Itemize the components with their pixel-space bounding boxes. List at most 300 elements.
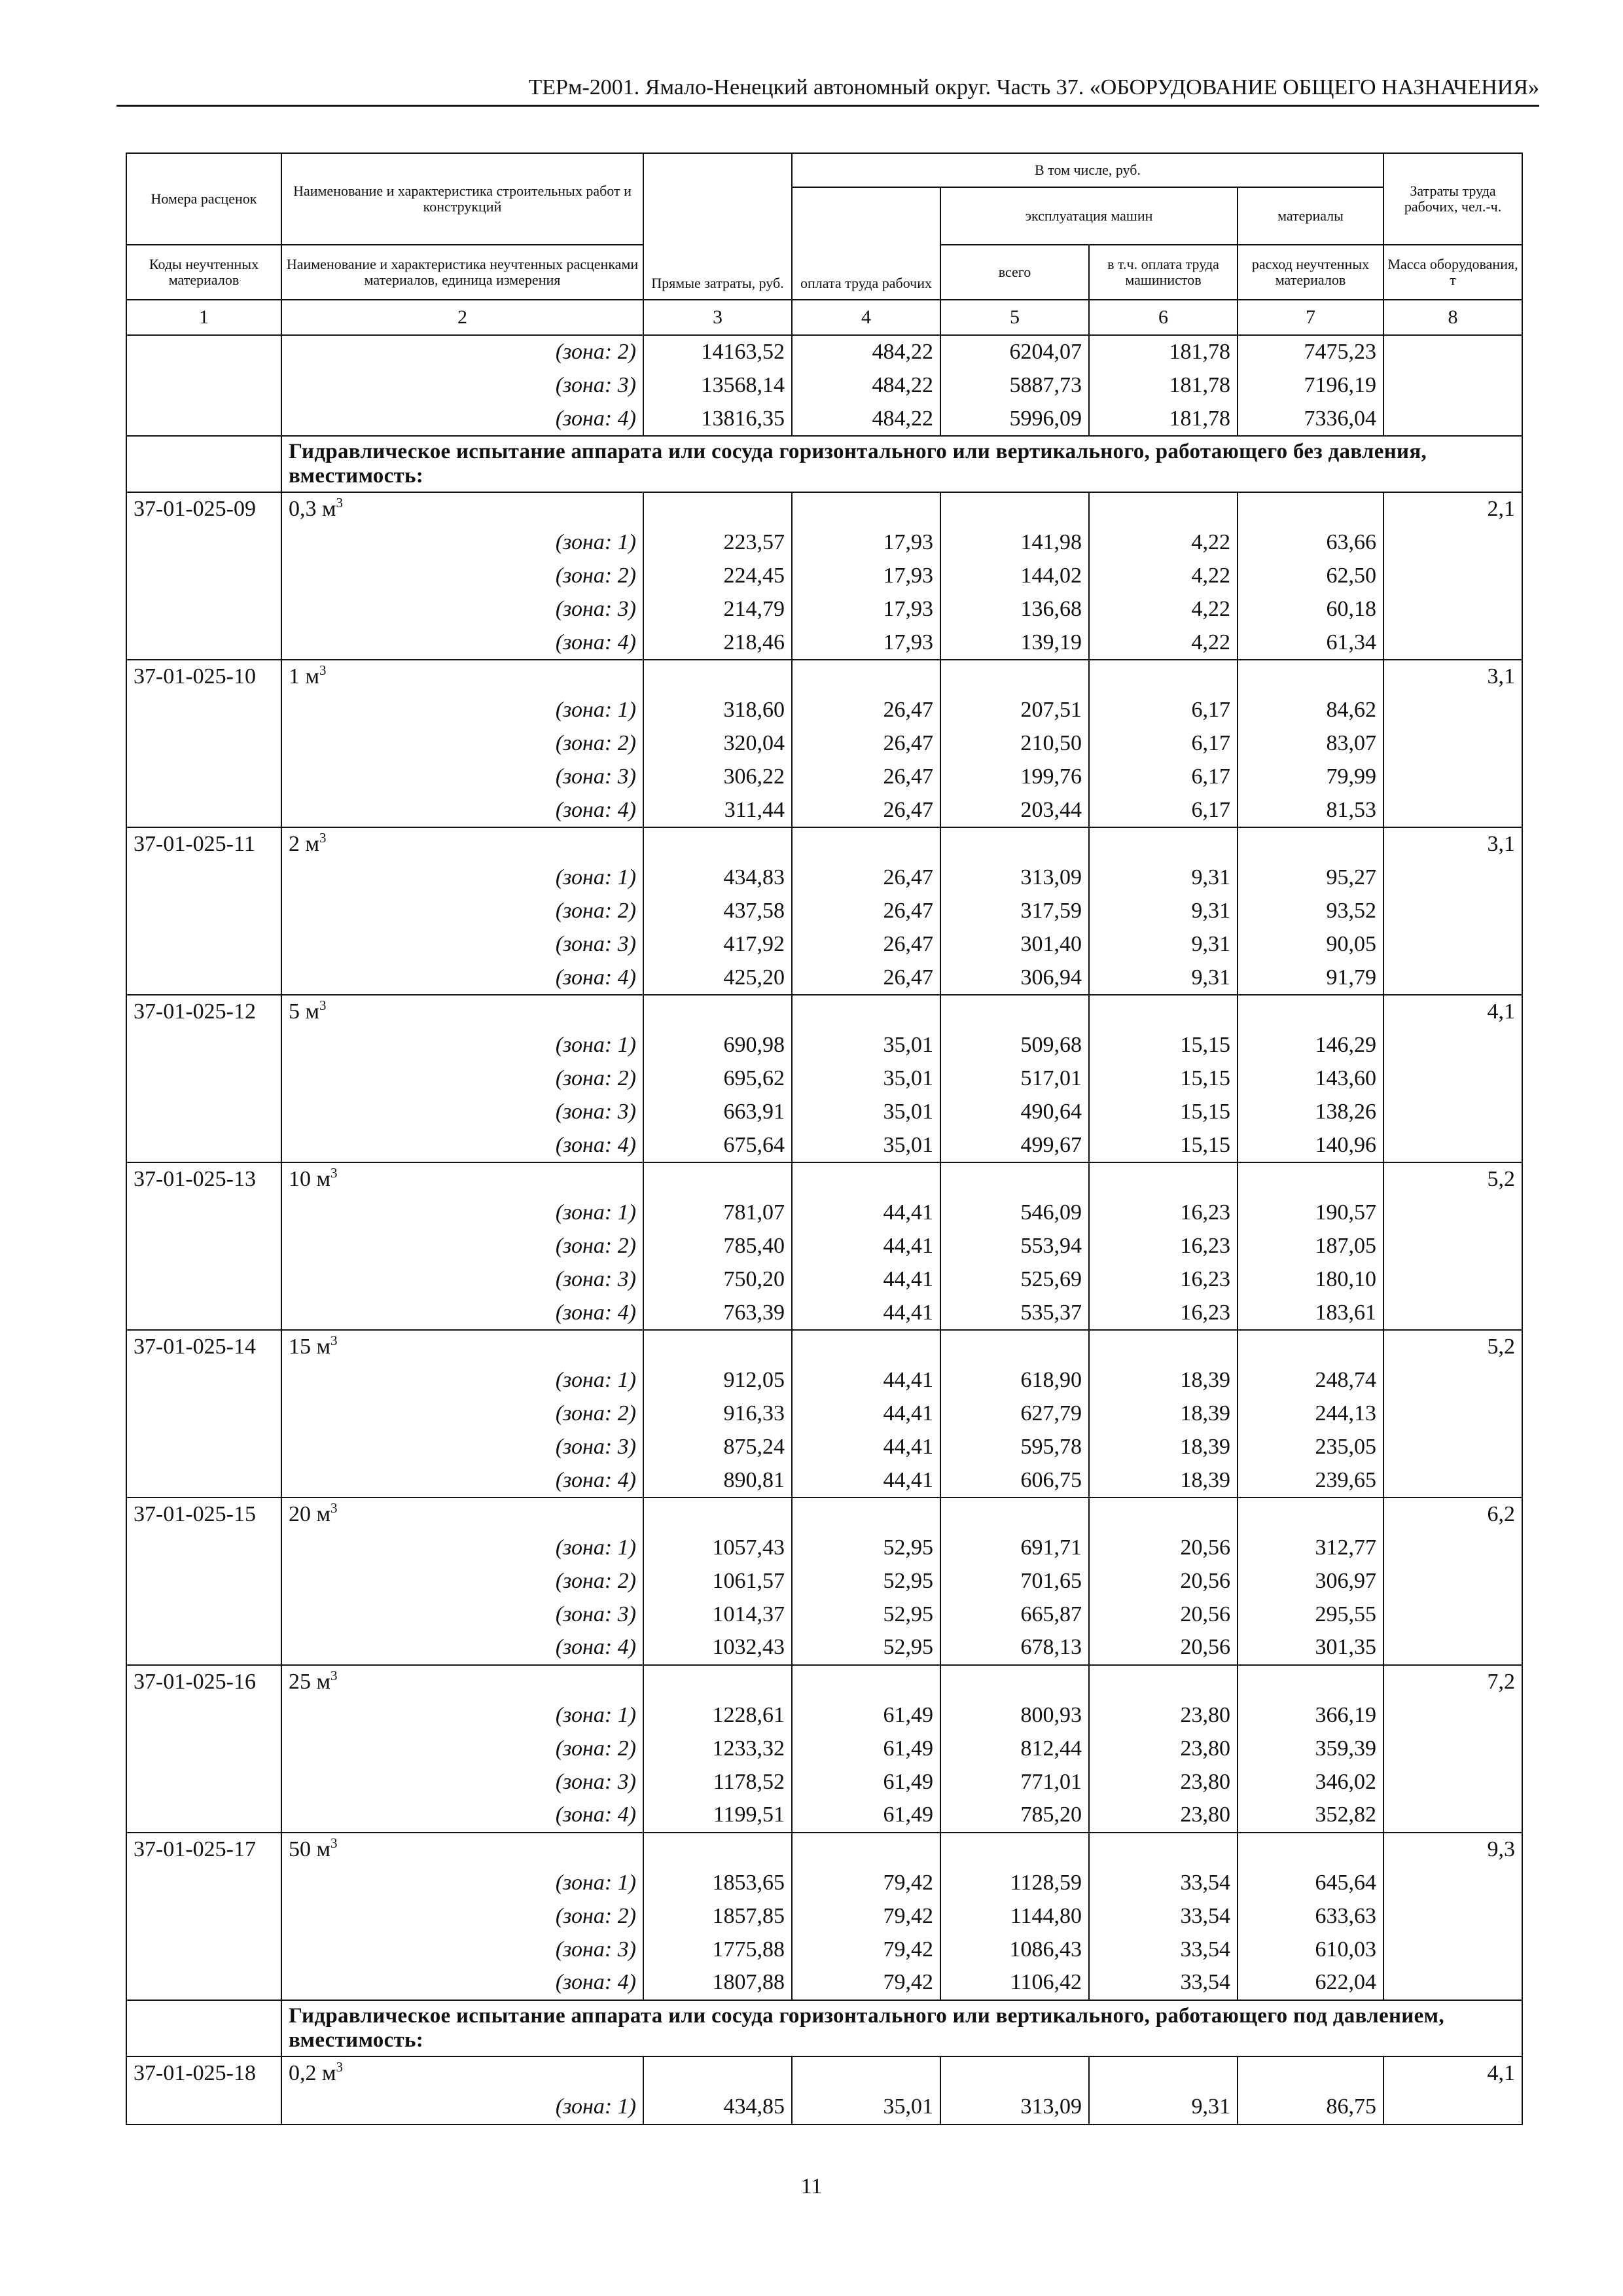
direct-costs: 417,92 [643,928,792,961]
unit-superscript: 3 [336,495,344,511]
materials-cost: 366,19 [1238,1699,1383,1732]
zone-label: (зона: 3) [281,593,643,626]
labor-hours [1383,403,1522,437]
rate-code: 37-01-025-09 [126,492,281,526]
zone-row [126,1532,1522,1565]
machinist-pay: 16,23 [1089,1297,1238,1331]
machines-total: 800,93 [940,1699,1089,1732]
materials-cost: 306,97 [1238,1565,1383,1598]
zone-row [126,1966,1522,2000]
unit-superscript: 3 [330,1500,338,1516]
rate-code-row [126,1330,1522,1364]
direct-costs: 690,98 [643,1029,792,1062]
empty-cell [643,995,792,1029]
empty-cell [940,995,1089,1029]
empty-cell [792,1162,940,1196]
machinist-pay: 15,15 [1089,1029,1238,1062]
labor-hours: 5,2 [1383,1330,1522,1364]
zone-row [126,1699,1522,1732]
zone-row [126,1196,1522,1230]
zone-row [126,1062,1522,1096]
labor-hours [1383,1263,1522,1297]
unit-superscript: 3 [330,1668,338,1684]
machinist-pay: 23,80 [1089,1799,1238,1833]
materials-cost: 146,29 [1238,1029,1383,1062]
zone-row [126,560,1522,593]
zone-row [126,727,1522,761]
machinist-pay: 181,78 [1089,369,1238,403]
machines-total: 5887,73 [940,369,1089,403]
rate-code-row [126,1833,1522,1867]
machines-total: 6204,07 [940,335,1089,369]
column-number: 8 [1383,300,1522,335]
labor-pay: 26,47 [792,694,940,727]
labor-pay: 79,42 [792,1966,940,2000]
labor-pay: 52,95 [792,1532,940,1565]
direct-costs: 437,58 [643,895,792,928]
labor-pay: 17,93 [792,593,940,626]
machinist-pay: 16,23 [1089,1263,1238,1297]
labor-hours [1383,1297,1522,1331]
header-including: В том числе, руб. [792,153,1383,187]
machinist-pay: 23,80 [1089,1732,1238,1766]
materials-cost: 633,63 [1238,1900,1383,1933]
zone-row [126,1900,1522,1933]
materials-cost: 91,79 [1238,961,1383,996]
zone-label: (зона: 1) [281,1196,643,1230]
header-unaccounted-codes: Коды неучтенных материалов [126,245,281,300]
code-cell [126,593,281,626]
code-cell [126,1263,281,1297]
zone-label: (зона: 3) [281,1598,643,1632]
labor-hours: 6,2 [1383,1498,1522,1532]
code-cell [126,335,281,369]
materials-cost: 7196,19 [1238,369,1383,403]
empty-cell [1238,660,1383,694]
labor-pay: 35,01 [792,1096,940,1129]
header-machinist-pay: в т.ч. оплата труда машинистов [1089,245,1238,300]
zone-row [126,1464,1522,1498]
empty-cell [1089,1665,1238,1699]
direct-costs: 320,04 [643,727,792,761]
labor-pay: 52,95 [792,1565,940,1598]
column-number: 5 [940,300,1089,335]
labor-pay: 17,93 [792,626,940,660]
machines-total: 771,01 [940,1766,1089,1799]
materials-cost: 95,27 [1238,861,1383,895]
zone-label: (зона: 1) [281,526,643,560]
rate-code: 37-01-025-10 [126,660,281,694]
materials-cost: 60,18 [1238,593,1383,626]
zone-label: (зона: 1) [281,694,643,727]
machinist-pay: 18,39 [1089,1431,1238,1464]
column-number: 4 [792,300,940,335]
empty-cell [940,1833,1089,1867]
machinist-pay: 4,22 [1089,526,1238,560]
labor-hours [1383,1598,1522,1632]
empty-cell [1089,1833,1238,1867]
machinist-pay: 16,23 [1089,1196,1238,1230]
machines-total: 1106,42 [940,1966,1089,2000]
rate-code: 37-01-025-12 [126,995,281,1029]
empty-cell [940,1330,1089,1364]
zone-label: (зона: 3) [281,1263,643,1297]
zone-row [126,928,1522,961]
machines-total: 1128,59 [940,1867,1089,1900]
zone-row [126,526,1522,560]
labor-pay: 79,42 [792,1933,940,1967]
labor-pay: 484,22 [792,335,940,369]
section-row [126,2000,1522,2056]
column-number: 2 [281,300,643,335]
empty-cell [792,1498,940,1532]
labor-hours [1383,2090,1522,2125]
labor-hours: 9,3 [1383,1833,1522,1867]
direct-costs: 1857,85 [643,1900,792,1933]
section-row [126,436,1522,492]
header-direct-costs: Прямые затраты, руб. [643,153,792,300]
direct-costs: 1775,88 [643,1933,792,1967]
zone-row [126,961,1522,996]
machinist-pay: 9,31 [1089,2090,1238,2125]
unit-superscript: 3 [330,1835,338,1852]
machines-total: 691,71 [940,1532,1089,1565]
empty-cell [1089,1498,1238,1532]
labor-hours: 3,1 [1383,827,1522,861]
direct-costs: 890,81 [643,1464,792,1498]
empty-cell [940,492,1089,526]
zone-row [126,1933,1522,1967]
page-number: 11 [800,2174,823,2198]
zone-label: (зона: 3) [281,1431,643,1464]
machinist-pay: 9,31 [1089,961,1238,996]
rate-code-row [126,1665,1522,1699]
capacity-name [281,1330,643,1364]
code-cell [126,626,281,660]
direct-costs: 750,20 [643,1263,792,1297]
machinist-pay: 20,56 [1089,1565,1238,1598]
materials-cost: 346,02 [1238,1766,1383,1799]
labor-hours [1383,694,1522,727]
code-cell [126,526,281,560]
labor-hours [1383,626,1522,660]
capacity-name [281,660,643,694]
zone-row [126,1297,1522,1331]
machines-total: 1144,80 [940,1900,1089,1933]
zone-row [126,1129,1522,1163]
empty-cell [1238,1665,1383,1699]
rate-code: 37-01-025-13 [126,1162,281,1196]
direct-costs: 218,46 [643,626,792,660]
code-cell [126,1464,281,1498]
direct-costs: 781,07 [643,1196,792,1230]
rate-code-row [126,660,1522,694]
materials-cost: 90,05 [1238,928,1383,961]
machines-total: 317,59 [940,895,1089,928]
direct-costs: 1853,65 [643,1867,792,1900]
zone-label: (зона: 4) [281,1799,643,1833]
zone-row [126,895,1522,928]
zone-label: (зона: 2) [281,1732,643,1766]
direct-costs: 214,79 [643,593,792,626]
rate-code: 37-01-025-18 [126,2056,281,2090]
direct-costs: 425,20 [643,961,792,996]
labor-pay: 35,01 [792,1029,940,1062]
labor-pay: 35,01 [792,1129,940,1163]
zone-row [126,335,1522,369]
empty-cell [792,1665,940,1699]
running-header: ТЕРм-2001. Ямало-Ненецкий автономный округ. Часть 37. «ОБОРУДОВАНИЕ ОБЩЕГО НАЗНАЧЕНИЯ» [116,71,1539,107]
empty-cell [940,660,1089,694]
machinist-pay: 33,54 [1089,1966,1238,2000]
section-title: Гидравлическое испытание аппарата или сосуда горизонтального или вертикального, работающего под давлением, вместимость: [281,2000,1522,2056]
zone-row [126,1598,1522,1632]
empty-cell [643,1833,792,1867]
zone-label: (зона: 4) [281,626,643,660]
machines-total: 1086,43 [940,1933,1089,1967]
machinist-pay: 18,39 [1089,1364,1238,1397]
zone-label: (зона: 1) [281,1029,643,1062]
column-number: 6 [1089,300,1238,335]
direct-costs: 434,83 [643,861,792,895]
empty-cell [643,1330,792,1364]
capacity-value: 0,3 м [289,497,336,522]
labor-hours [1383,1029,1522,1062]
labor-hours [1383,961,1522,996]
section-title: Гидравлическое испытание аппарата или сосуда горизонтального или вертикального, работающего без давления, вместимость: [281,436,1522,492]
empty-cell [1238,492,1383,526]
labor-hours: 4,1 [1383,995,1522,1029]
empty-cell [1238,1330,1383,1364]
labor-pay: 61,49 [792,1799,940,1833]
code-cell [126,1900,281,1933]
capacity-value: 25 м [289,1670,331,1695]
table-body [126,335,1522,2125]
machines-total: 199,76 [940,761,1089,794]
materials-cost: 7336,04 [1238,403,1383,437]
code-cell [126,1766,281,1799]
machinist-pay: 4,22 [1089,560,1238,593]
capacity-name [281,1833,643,1867]
machinist-pay: 15,15 [1089,1129,1238,1163]
direct-costs: 1807,88 [643,1966,792,2000]
machinist-pay: 15,15 [1089,1062,1238,1096]
empty-cell [643,660,792,694]
zone-row [126,694,1522,727]
capacity-name [281,2056,643,2090]
labor-hours [1383,727,1522,761]
machines-total: 546,09 [940,1196,1089,1230]
materials-cost: 248,74 [1238,1364,1383,1397]
materials-cost: 352,82 [1238,1799,1383,1833]
materials-cost: 295,55 [1238,1598,1383,1632]
empty-cell [643,1162,792,1196]
direct-costs: 306,22 [643,761,792,794]
code-cell [126,1431,281,1464]
direct-costs: 1199,51 [643,1799,792,1833]
capacity-name [281,995,643,1029]
labor-hours [1383,1966,1522,2000]
zone-label: (зона: 3) [281,928,643,961]
code-cell [126,1799,281,1833]
labor-pay: 61,49 [792,1699,940,1732]
zone-label: (зона: 3) [281,369,643,403]
zone-row [126,626,1522,660]
direct-costs: 13568,14 [643,369,792,403]
zone-row [126,403,1522,437]
machinist-pay: 181,78 [1089,403,1238,437]
code-cell [126,1397,281,1431]
zone-label: (зона: 2) [281,1230,643,1263]
labor-pay: 52,95 [792,1631,940,1665]
labor-pay: 26,47 [792,727,940,761]
rate-code-row [126,492,1522,526]
labor-hours [1383,1565,1522,1598]
materials-cost: 86,75 [1238,2090,1383,2125]
machinist-pay: 18,39 [1089,1397,1238,1431]
section-code-cell [126,436,281,492]
labor-pay: 79,42 [792,1900,940,1933]
materials-cost: 84,62 [1238,694,1383,727]
zone-label: (зона: 2) [281,1062,643,1096]
materials-cost: 235,05 [1238,1431,1383,1464]
materials-cost: 645,64 [1238,1867,1383,1900]
labor-hours: 2,1 [1383,492,1522,526]
empty-cell [940,1665,1089,1699]
labor-hours [1383,794,1522,828]
zone-label: (зона: 4) [281,1129,643,1163]
labor-hours: 5,2 [1383,1162,1522,1196]
zone-row [126,1631,1522,1665]
code-cell [126,961,281,996]
direct-costs: 663,91 [643,1096,792,1129]
machinist-pay: 20,56 [1089,1532,1238,1565]
labor-hours [1383,1900,1522,1933]
empty-cell [940,1162,1089,1196]
code-cell [126,1732,281,1766]
zone-row [126,1230,1522,1263]
machinist-pay: 20,56 [1089,1598,1238,1632]
direct-costs: 1233,32 [643,1732,792,1766]
machines-total: 618,90 [940,1364,1089,1397]
rate-code-row [126,1162,1522,1196]
rate-code: 37-01-025-11 [126,827,281,861]
materials-cost: 61,34 [1238,626,1383,660]
unit-superscript: 3 [330,1165,338,1181]
empty-cell [940,2056,1089,2090]
capacity-value: 15 м [289,1335,331,1359]
machines-total: 499,67 [940,1129,1089,1163]
empty-cell [1089,660,1238,694]
empty-cell [1089,2056,1238,2090]
machines-total: 606,75 [940,1464,1089,1498]
direct-costs: 1228,61 [643,1699,792,1732]
code-cell [126,1532,281,1565]
labor-pay: 26,47 [792,961,940,996]
machines-total: 207,51 [940,694,1089,727]
machines-total: 535,37 [940,1297,1089,1331]
materials-cost: 239,65 [1238,1464,1383,1498]
direct-costs: 875,24 [643,1431,792,1464]
materials-cost: 138,26 [1238,1096,1383,1129]
empty-cell [1089,492,1238,526]
direct-costs: 675,64 [643,1129,792,1163]
direct-costs: 1178,52 [643,1766,792,1799]
empty-cell [643,827,792,861]
empty-cell [643,2056,792,2090]
code-cell [126,1598,281,1632]
capacity-value: 5 м [289,999,320,1024]
code-cell [126,928,281,961]
rate-code: 37-01-025-16 [126,1665,281,1699]
capacity-value: 20 м [289,1502,331,1527]
machinist-pay: 6,17 [1089,694,1238,727]
empty-cell [643,1498,792,1532]
zone-label: (зона: 2) [281,1397,643,1431]
labor-hours [1383,335,1522,369]
header-machines-total: всего [940,245,1089,300]
machines-total: 665,87 [940,1598,1089,1632]
labor-pay: 44,41 [792,1431,940,1464]
code-cell [126,761,281,794]
zone-label: (зона: 1) [281,2090,643,2125]
machinist-pay: 20,56 [1089,1631,1238,1665]
direct-costs: 14163,52 [643,335,792,369]
labor-pay: 44,41 [792,1196,940,1230]
materials-cost: 301,35 [1238,1631,1383,1665]
machinist-pay: 33,54 [1089,1867,1238,1900]
machines-total: 5996,09 [940,403,1089,437]
unit-superscript: 3 [330,1333,338,1349]
machinist-pay: 9,31 [1089,895,1238,928]
machinist-pay: 6,17 [1089,761,1238,794]
materials-cost: 93,52 [1238,895,1383,928]
code-cell [126,1631,281,1665]
materials-cost: 183,61 [1238,1297,1383,1331]
direct-costs: 1057,43 [643,1532,792,1565]
empty-cell [940,1498,1089,1532]
labor-pay: 26,47 [792,928,940,961]
column-number: 1 [126,300,281,335]
code-cell [126,1062,281,1096]
unit-superscript: 3 [319,830,327,846]
capacity-name [281,1665,643,1699]
machinist-pay: 181,78 [1089,335,1238,369]
labor-pay: 17,93 [792,526,940,560]
rate-code-row [126,2056,1522,2090]
labor-pay: 26,47 [792,861,940,895]
zone-label: (зона: 3) [281,1096,643,1129]
header-labor-pay: оплата труда рабочих [792,187,940,300]
code-cell [126,1565,281,1598]
empty-cell [792,492,940,526]
zone-label: (зона: 1) [281,861,643,895]
empty-cell [792,827,940,861]
direct-costs: 1061,57 [643,1565,792,1598]
code-cell [126,1196,281,1230]
labor-pay: 484,22 [792,403,940,437]
labor-hours [1383,560,1522,593]
machines-total: 139,19 [940,626,1089,660]
labor-hours [1383,1129,1522,1163]
direct-costs: 912,05 [643,1364,792,1397]
code-cell [126,1867,281,1900]
rate-code-row [126,995,1522,1029]
machines-total: 301,40 [940,928,1089,961]
machinist-pay: 33,54 [1089,1900,1238,1933]
labor-pay: 484,22 [792,369,940,403]
labor-pay: 26,47 [792,895,940,928]
